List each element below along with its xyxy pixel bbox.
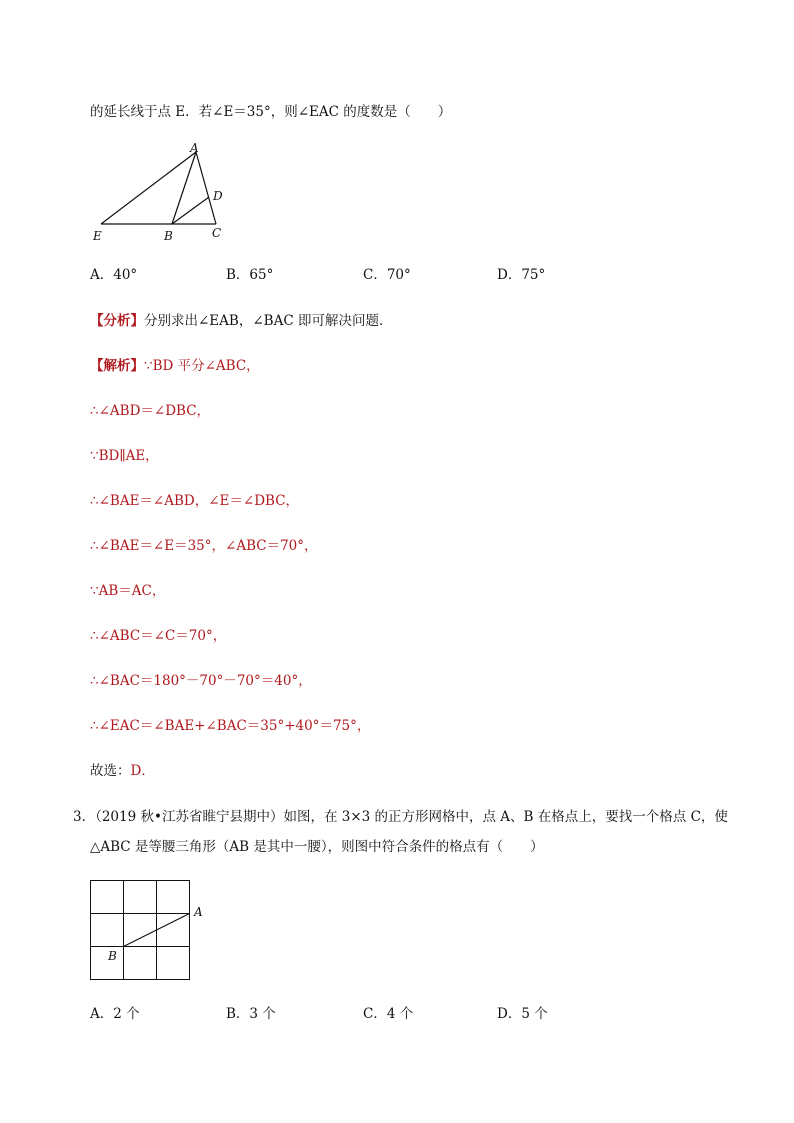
q2-solution-line-7: ∴∠ABC＝∠C＝70°， <box>90 628 227 644</box>
label-B: B <box>108 949 117 963</box>
q2-solution-line-3: ∵BD∥AE， <box>90 448 159 464</box>
q2-option-a: A．40° <box>90 267 138 283</box>
label-E: E <box>93 229 102 242</box>
q2-solution-line-4: ∴∠BAE＝∠ABD，∠E＝∠DBC， <box>90 493 300 509</box>
q2-answer <box>90 762 155 780</box>
label-C: C <box>212 226 222 240</box>
q2-triangle-figure <box>88 142 248 242</box>
q2-option-c: C．70° <box>363 267 411 283</box>
grid-border <box>91 881 190 980</box>
q3-grid-figure <box>88 878 218 982</box>
solution-text: ∵BD 平分∠ABC， <box>144 358 260 374</box>
q2-solution-line-5: ∴∠BAE＝∠E＝35°，∠ABC＝70°， <box>90 538 318 554</box>
q2-solution-line-6: ∵AB＝AC， <box>90 583 166 599</box>
segment-BD <box>172 197 209 224</box>
q2-solution-line-9: ∴∠EAC＝∠BAE+∠BAC＝35°+40°＝75°， <box>90 718 371 734</box>
q2-stem: 的延长线于点 E．若∠E＝35°，则∠EAC 的度数是（ ） <box>90 104 452 120</box>
segment-EA <box>101 152 196 224</box>
analysis-tag: 【分析】 <box>90 313 144 329</box>
q3-option-b: B．3 个 <box>226 1006 276 1022</box>
solution-tag: 【解析】 <box>90 358 144 374</box>
q2-solution-line-2: ∴∠ABD＝∠DBC， <box>90 403 211 419</box>
q3-option-c: C．4 个 <box>363 1006 414 1022</box>
segment-AC <box>196 152 216 224</box>
q3-option-d: D．5 个 <box>497 1006 548 1022</box>
q2-solution-line-8: ∴∠BAC＝180°－70°－70°＝40°， <box>90 673 312 689</box>
q2-option-b: B．65° <box>226 267 274 283</box>
label-D: D <box>213 189 223 203</box>
analysis-text: 分别求出∠EAB，∠BAC 即可解决问题． <box>144 313 393 329</box>
q3-stem-line-1: 3．（2019 秋•江苏省睢宁县期中）如图，在 3×3 的正方形网格中，点 A、B 在格点上，要找一个格点 C，使 <box>73 809 728 825</box>
q2-option-d: D．75° <box>497 267 546 283</box>
answer-value: D． <box>130 763 155 779</box>
q2-analysis <box>90 312 392 330</box>
answer-prefix: 故选： <box>90 763 131 779</box>
label-A: A <box>194 905 203 919</box>
q3-stem-line-2: △ABC 是等腰三角形（AB 是其中一腰），则图中符合条件的格点有（ ） <box>90 839 544 855</box>
q3-option-a: A．2 个 <box>90 1006 140 1022</box>
label-B: B <box>164 229 173 242</box>
label-A: A <box>190 142 199 155</box>
segment-AB <box>172 152 196 224</box>
q2-solution-line-1 <box>90 357 260 375</box>
